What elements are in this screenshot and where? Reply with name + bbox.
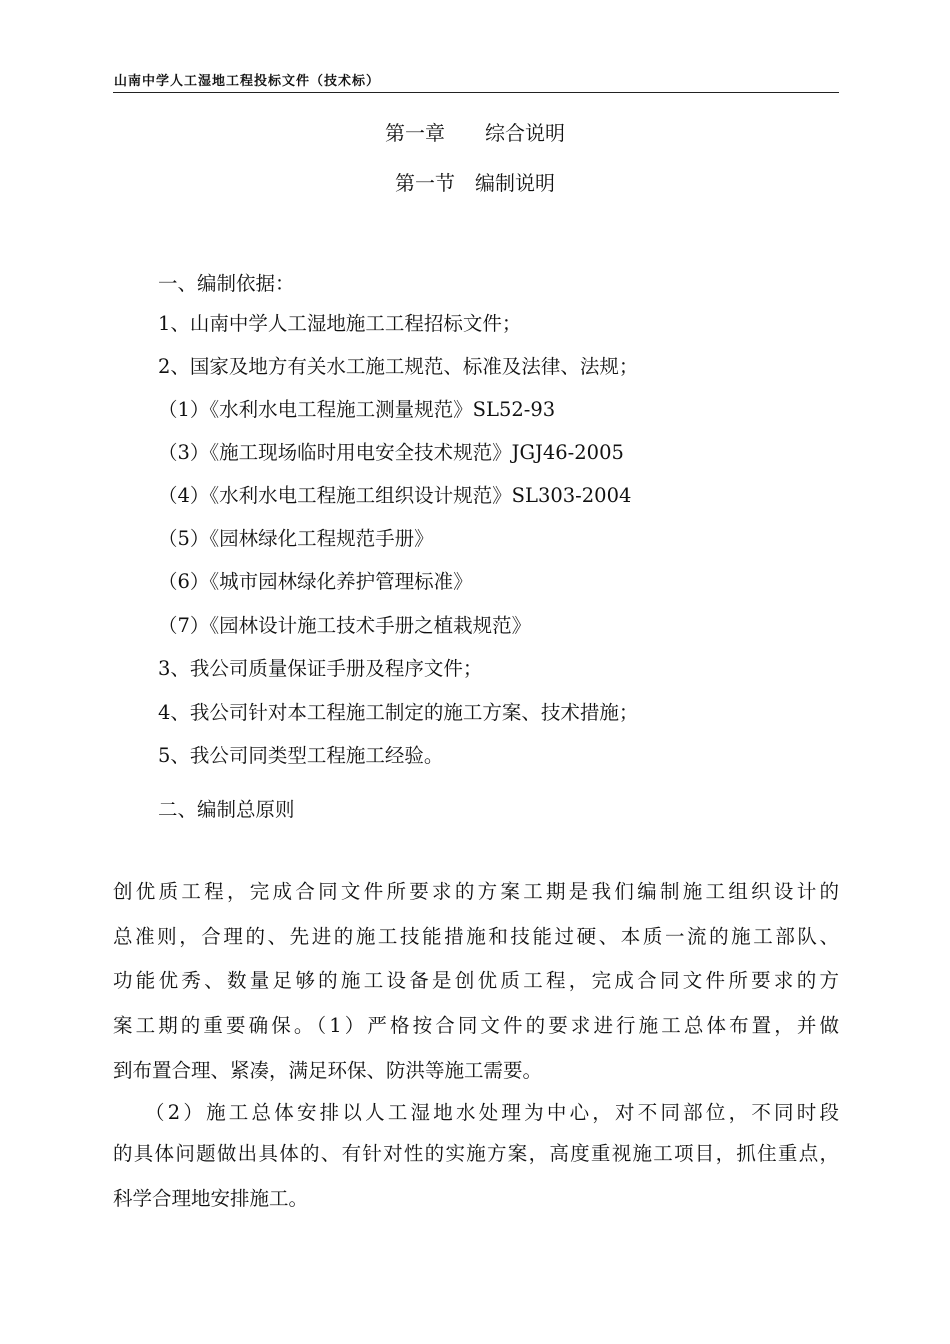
basis-item-2-1: （1）《水利水电工程施工测量规范》SL52-93 [158, 398, 556, 421]
paragraph-2-line-1: （2）施工总体安排以人工湿地水处理为中心，对不同部位，不同时段 [145, 1101, 839, 1124]
basis-item-2-6: （6）《城市园林绿化养护管理标准》 [158, 570, 473, 593]
basis-item-2-7: （7）《园林设计施工技术手册之植栽规范》 [158, 614, 532, 637]
paragraph-1-line-2: 总准则，合理的、先进的施工技能措施和技能过硬、本质一流的施工部队、 [113, 925, 839, 948]
principles-heading: 二、编制总原则 [158, 798, 295, 821]
chapter-title: 第一章 综合说明 [385, 121, 565, 145]
paragraph-1-line-1: 创优质工程，完成合同文件所要求的方案工期是我们编制施工组织设计的 [113, 880, 839, 903]
header-title: 山南中学人工湿地工程投标文件（技术标） [114, 74, 381, 89]
paragraph-2-line-3: 科学合理地安排施工。 [113, 1187, 309, 1210]
basis-item-1: 1、山南中学人工湿地施工工程招标文件； [158, 312, 522, 335]
basis-item-5: 5、我公司同类型工程施工经验。 [158, 744, 444, 767]
basis-item-3: 3、我公司质量保证手册及程序文件； [158, 657, 483, 680]
basis-item-4: 4、我公司针对本工程施工制定的施工方案、技术措施； [158, 701, 639, 724]
section-title: 第一节 编制说明 [395, 171, 555, 195]
paragraph-1-line-5: 到布置合理、紧凑，满足环保、防洪等施工需要。 [113, 1059, 543, 1082]
basis-item-2-5: （5）《园林绿化工程规范手册》 [158, 527, 434, 550]
paragraph-1-line-4: 案工期的重要确保。（1）严格按合同文件的要求进行施工总体布置，并做 [113, 1014, 839, 1037]
paragraph-2-line-2: 的具体问题做出具体的、有针对性的实施方案，高度重视施工项目，抓住重点， [113, 1142, 839, 1165]
basis-heading: 一、编制依据： [158, 272, 295, 295]
page-header [113, 66, 839, 93]
basis-item-2-3: （3）《施工现场临时用电安全技术规范》JGJ46-2005 [158, 441, 624, 464]
basis-item-2: 2、国家及地方有关水工施工规范、标准及法律、法规； [158, 355, 639, 378]
basis-item-2-4: （4）《水利水电工程施工组织设计规范》SL303-2004 [158, 484, 632, 507]
paragraph-1-line-3: 功能优秀、数量足够的施工设备是创优质工程，完成合同文件所要求的方 [113, 969, 839, 992]
